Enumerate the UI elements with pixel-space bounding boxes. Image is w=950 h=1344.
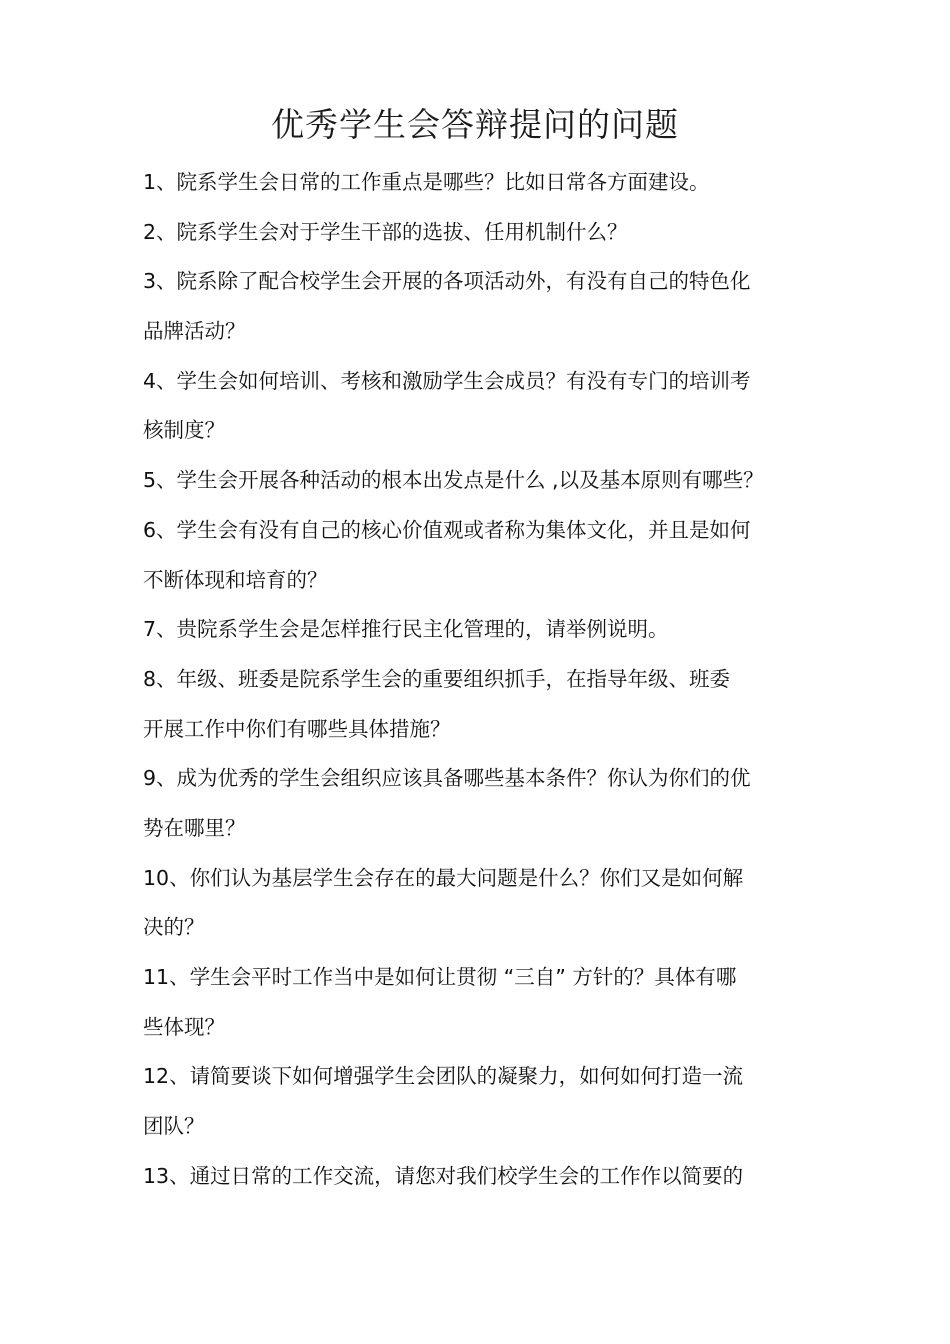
text-line: 些体现？ [143,1014,225,1039]
text-line: 3、院系除了配合校学生会开展的各项活动外，有没有自己的特色化 [143,269,751,294]
document-title: 优秀学生会答辩提问的问题 [271,105,679,144]
text-line: 11、学生会平时工作当中是如何让贯彻 “三自” 方针的？具体有哪 [143,965,737,989]
text-line: 4、学生会如何培训、考核和激励学生会成员？有没有专门的培训考 [143,368,751,393]
text-line: 9、成为优秀的学生会组织应该具备哪些基本条件？你认为你们的优 [143,766,751,791]
text-line: 7、贵院系学生会是怎样推行民主化管理的，请举例说明。 [143,617,669,642]
text-line: 5、学生会开展各种活动的根本出发点是什么 ,以及基本原则有哪些？ [143,468,764,493]
text-line: 核制度？ [143,418,225,443]
text-line: 不断体现和培育的？ [143,567,328,592]
text-line: 12、请简要谈下如何增强学生会团队的凝聚力，如何如何打造一流 [143,1064,744,1089]
text-line: 开展工作中你们有哪些具体措施？ [143,716,451,741]
text-line: 决的？ [143,915,205,940]
text-line: 2、院系学生会对于学生干部的选拔、任用机制什么？ [143,219,628,244]
text-line: 品牌活动？ [143,319,246,344]
text-line: 8、年级、班委是院系学生会的重要组织抓手，在指导年级、班委 [143,666,731,691]
text-line: 团队？ [143,1114,205,1139]
text-line: 10、你们认为基层学生会存在的最大问题是什么？你们又是如何解 [143,865,744,890]
text-line: 势在哪里？ [143,815,246,840]
text-line: 1、院系学生会日常的工作重点是哪些？比如日常各方面建设。 [143,170,710,194]
question-list [143,158,811,1201]
text-line: 6、学生会有没有自己的核心价值观或者称为集体文化，并且是如何 [143,517,751,542]
text-line: 13、通过日常的工作交流，请您对我们校学生会的工作作以简要的 [143,1163,744,1188]
